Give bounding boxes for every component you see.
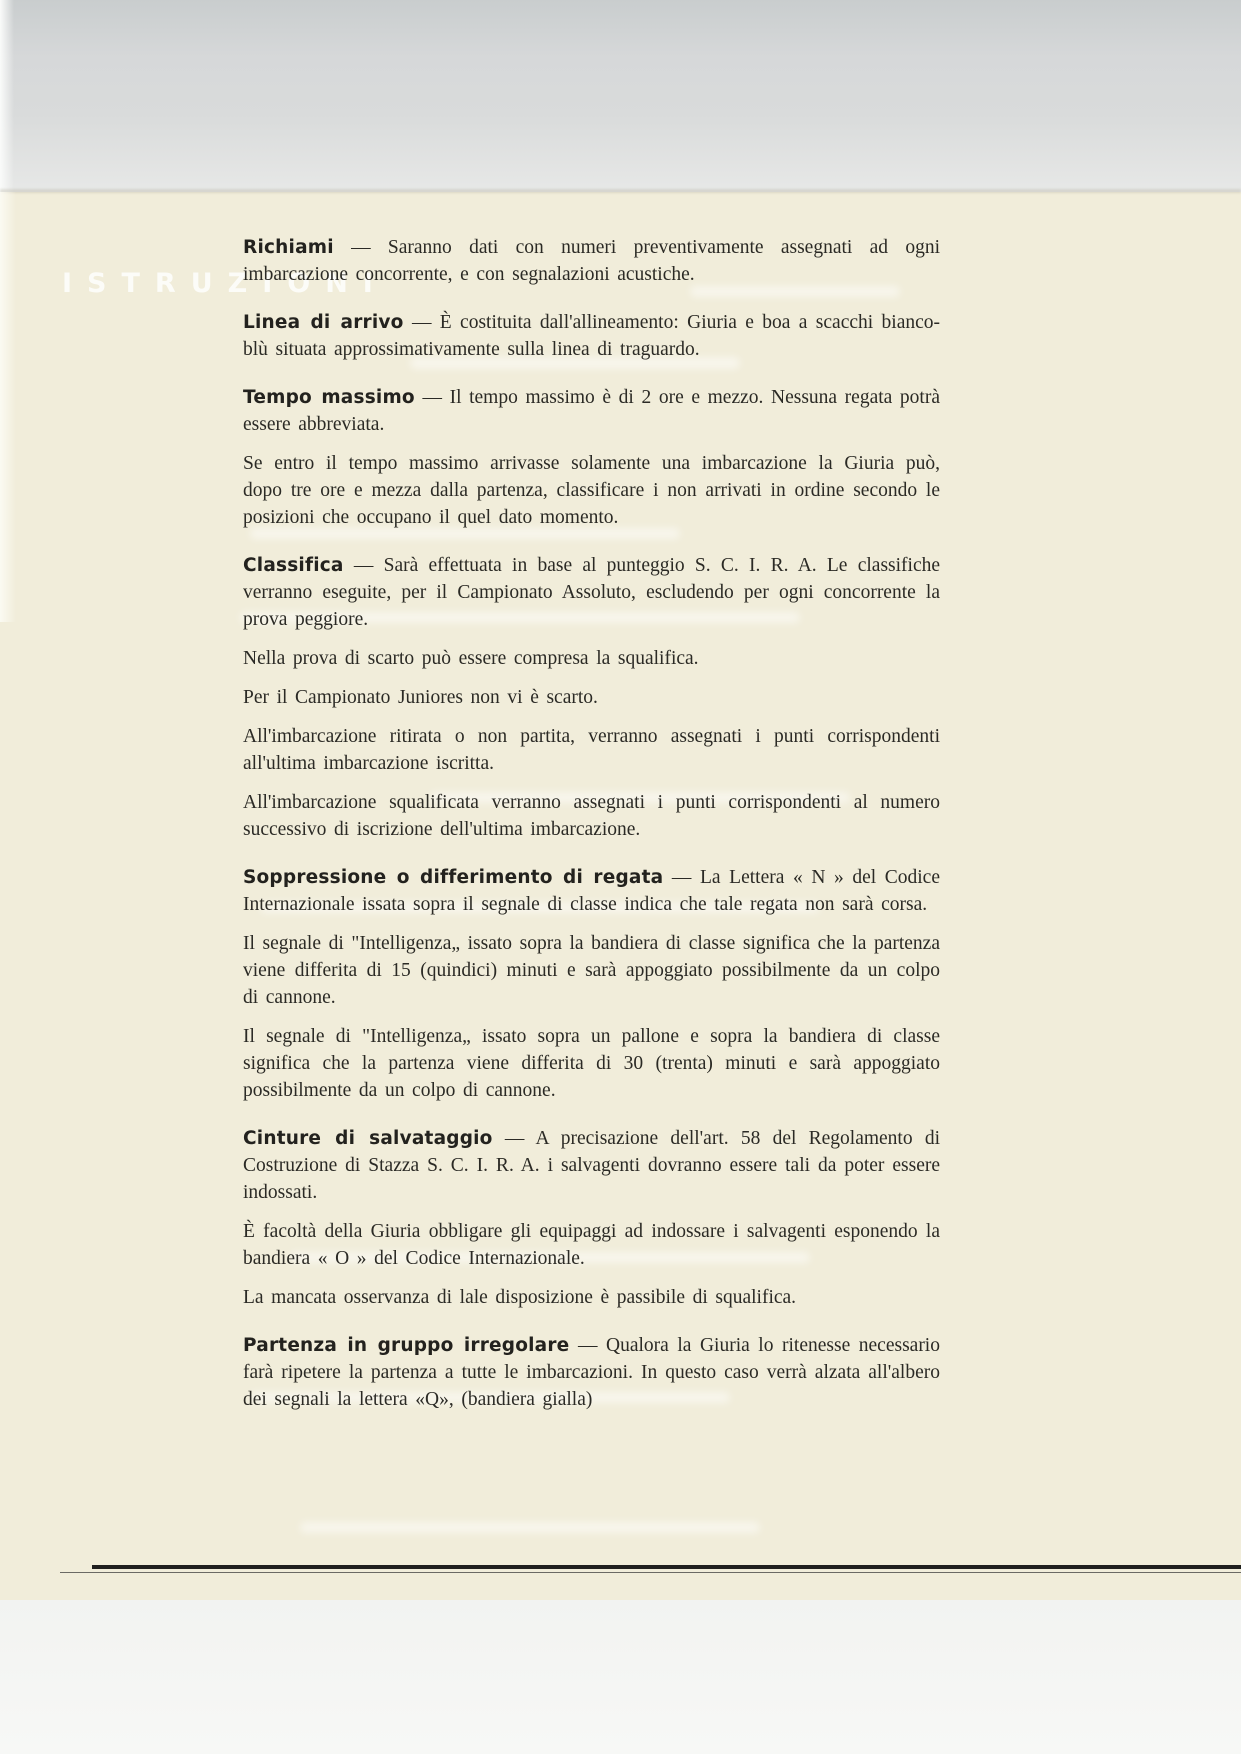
section-heading: Soppressione o differimento di regata [243,867,664,888]
page-top-edge-shadow [0,189,1241,193]
section-heading: Tempo massimo [243,387,415,408]
scanner-background-bottom [0,1600,1241,1754]
section-lead-paragraph: Tempo massimo — Il tempo massimo è di 2 ore e mezzo. Nessuna regata potrà essere abbreviata. [243,387,940,435]
scanner-background-top [0,0,1241,192]
heading-dash: — [333,237,388,258]
paragraph: È facoltà della Giuria obbligare gli equipaggi ad indossare i salvagenti esponendo la bandiera « O » del Codice Internazionale. [243,1221,940,1269]
section [243,864,940,1104]
heading-dash: — [414,387,450,408]
section [243,309,940,363]
paragraph: All'imbarcazione squalificata verranno assegnati i punti corrispondenti al numero successivo di iscrizione dell'ultima imbarcazione. [243,792,940,840]
heading-dash: — [569,1335,606,1356]
section-heading: Richiami [243,237,334,258]
ghost-bleed-through-title: ISTRUZIONI [62,268,388,299]
section-lead-paragraph: Linea di arrivo — È costituita dall'allineamento: Giuria e boa a scacchi bianco-blù situata approssimativamente sulla linea di traguardo. [243,312,940,360]
paragraph: Nella prova di scarto può essere compresa la squalifica. [243,648,699,669]
paragraph: Il segnale di "Intelligenza„ issato sopra la bandiera di classe significa che la partenza viene differita di 15 (quindici) minuti e sarà appoggiato possibilmente da un colpo di cannone. [243,933,940,1008]
section-heading: Partenza in gruppo irregolare [243,1335,570,1356]
page-bottom-edge-line [92,1565,1241,1569]
section-lead-paragraph: Partenza in gruppo irregolare — Qualora la Giuria lo ritenesse necessario farà ripetere la partenza a tutte le imbarcazioni. In questo caso verrà alzata all'albero dei segnali la lettera «Q», (bandiera gialla) [243,1335,940,1410]
scanner-edge-highlight [0,0,14,192]
section [243,1332,940,1413]
page-left-edge-highlight [0,192,16,622]
section [243,234,940,288]
paragraph: Per il Campionato Juniores non vi è scarto. [243,687,598,708]
paragraph: Se entro il tempo massimo arrivasse solamente una imbarcazione la Giuria può, dopo tre ore e mezza dalla partenza, classificare i non arrivati in ordine secondo le posizioni che occupano il quel dato momento. [243,453,940,528]
heading-dash: — [403,312,440,333]
section-lead-paragraph: Soppressione o differimento di regata — La Lettera « N » del Codice Internazionale issata sopra il segnale di classe indica che tale regata non sarà corsa. [243,867,940,915]
heading-dash: — [492,1128,536,1149]
section-heading: Cinture di salvataggio [243,1128,493,1149]
text-block [243,234,940,1434]
section [243,384,940,531]
section [243,552,940,843]
paragraph: La mancata osservanza di lale disposizione è passibile di squalifica. [243,1287,797,1308]
heading-dash: — [663,867,700,888]
page-bottom-edge-line-thin [60,1572,1241,1573]
section [243,1125,940,1311]
bleed-through-smudge [300,1522,760,1533]
heading-dash: — [343,555,384,576]
section-heading: Linea di arrivo [243,312,404,333]
section-lead-paragraph: Classifica — Sarà effettuata in base al punteggio S. C. I. R. A. Le classifiche verranno eseguite, per il Campionato Assoluto, escludendo per ogni concorrente la prova peggiore. [243,555,941,630]
section-heading: Classifica [243,555,344,576]
section-lead-paragraph: Richiami — Saranno dati con numeri preventivamente assegnati ad ogni imbarcazione concorrente, e con segnalazioni acustiche. [243,237,940,285]
section-lead-paragraph: Cinture di salvataggio — A precisazione dell'art. 58 del Regolamento di Costruzione di Stazza S. C. I. R. A. i salvagenti dovranno essere tali da poter essere indossati. [243,1128,940,1203]
paragraph: All'imbarcazione ritirata o non partita, verranno assegnati i punti corrispondenti all'ultima imbarcazione iscritta. [243,726,940,774]
paragraph: Il segnale di "Intelligenza„ issato sopra un pallone e sopra la bandiera di classe significa che la partenza viene differita di 30 (trenta) minuti e sarà appoggiato possibilmente da un colpo di cannone. [243,1026,940,1101]
